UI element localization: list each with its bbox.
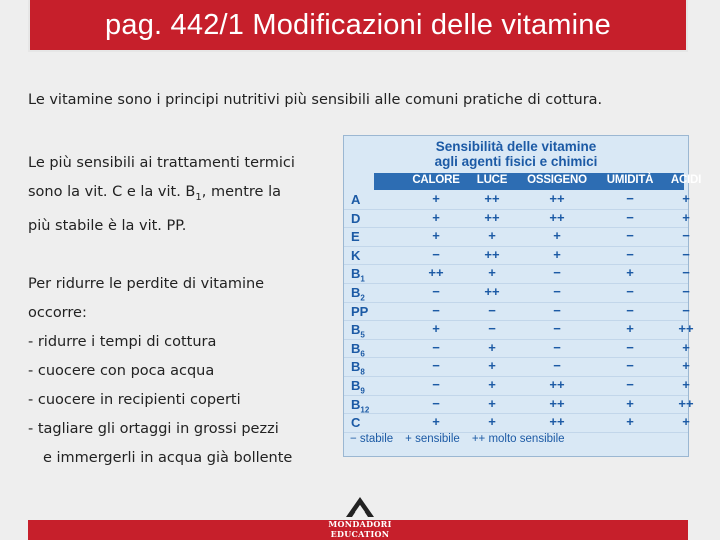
sensitivity-cell: + — [488, 414, 496, 430]
column-header: ACIDI — [670, 174, 702, 186]
page-title: pag. 442/1 Modificazioni delle vitamine — [105, 8, 611, 41]
sensitivity-cell: − — [626, 358, 634, 374]
sensitivity-cell: ++ — [549, 191, 565, 206]
column-header: CALORE — [412, 174, 460, 186]
table-body — [344, 191, 694, 433]
sensitivity-cell: − — [488, 321, 496, 337]
sensitivity-cell: + — [432, 191, 440, 206]
sensitivity-cell: ++ — [428, 265, 444, 281]
sensitivity-cell: − — [432, 376, 440, 392]
intro-text: Le vitamine sono i principi nutritivi più sensibili alle comuni pratiche di cottura. — [28, 92, 603, 108]
table-row — [344, 321, 694, 340]
table-legend — [350, 433, 684, 445]
vitamin-label: $B_{12}$ — [351, 396, 370, 415]
sensitivity-cell: − — [682, 265, 690, 281]
sensitivity-cell: − — [432, 339, 440, 355]
legend-item: ++ molto sensibile — [471, 433, 565, 445]
list-item-continuation: e immergerli in acqua già bollente — [43, 449, 293, 466]
sensitivity-cell: − — [682, 283, 690, 299]
list-item: - tagliare gli ortaggi in grossi pezzi — [28, 420, 279, 437]
text-line: sono la vit. C e la vit. $B_1$, mentre la — [28, 184, 281, 203]
text-line: Per ridurre le perdite di vitamine — [28, 275, 265, 292]
sensitivity-cell: − — [432, 358, 440, 374]
legend-item: + sensibile — [405, 433, 460, 445]
sensitivity-cell: − — [626, 228, 634, 244]
sensitivity-cell: − — [682, 228, 690, 244]
sensitivity-cell: − — [432, 246, 440, 262]
sensitivity-cell: + — [488, 265, 496, 281]
table-row — [344, 358, 688, 377]
sensitivity-cell: ++ — [678, 395, 694, 411]
table-row — [344, 191, 688, 210]
table-row — [344, 228, 688, 247]
sensitivity-cell: ++ — [678, 321, 694, 337]
sensitivity-cell: ++ — [484, 246, 500, 262]
sensitivity-cell: − — [432, 283, 440, 299]
sensitivity-cell: + — [682, 339, 690, 355]
sensitivity-cell: + — [432, 321, 440, 337]
sensitivity-cell: ++ — [549, 414, 565, 430]
sensitivity-cell: − — [432, 302, 440, 318]
sensitivity-cell: + — [488, 395, 496, 411]
sensitivity-cell: − — [682, 302, 690, 318]
column-header: LUCE — [476, 174, 508, 186]
sensitivity-cell: + — [626, 395, 634, 411]
sensitivity-cell: + — [682, 209, 690, 225]
text-line: Le più sensibili ai trattamenti termici — [28, 155, 295, 171]
table-row — [344, 247, 688, 266]
table-row — [344, 210, 688, 229]
sensitivity-cell: + — [432, 228, 440, 244]
sensitivity-cell: − — [488, 302, 496, 318]
sensitivity-cell: − — [553, 265, 561, 281]
sensitivity-cell: + — [626, 321, 634, 337]
table-row — [344, 414, 688, 433]
vitamin-label: $B_1$ — [351, 266, 365, 284]
list-item: - cuocere con poca acqua — [28, 362, 215, 379]
logo-icon — [340, 496, 380, 518]
sensitivity-cell: + — [488, 228, 496, 244]
sensitivity-cell: − — [553, 358, 561, 374]
sensitivity-cell: + — [682, 358, 690, 374]
table-row — [344, 377, 688, 396]
sensitivity-cell: + — [488, 358, 496, 374]
sensitivity-cell: + — [626, 265, 634, 281]
table-title: Sensibilità delle vitamine agli agenti fisici e chimici — [434, 139, 598, 169]
table-row — [344, 303, 688, 322]
sensitivity-cell: − — [553, 302, 561, 318]
sensitivity-cell: − — [553, 283, 561, 299]
publisher-name: MONDADORI EDUCATION — [328, 519, 392, 539]
vitamin-label: C — [351, 415, 361, 431]
list-item: - cuocere in recipienti coperti — [28, 391, 241, 408]
sensitivity-cell: + — [553, 246, 561, 262]
sensitivity-cell: ++ — [484, 209, 500, 225]
sensitivity-cell: − — [553, 339, 561, 355]
sensitivity-cell: ++ — [484, 191, 500, 206]
sensitivity-cell: − — [553, 321, 561, 337]
column-header: OSSIGENO — [527, 174, 587, 186]
vitamin-label: $B_5$ — [351, 322, 365, 340]
sensitivity-cell: − — [626, 283, 634, 299]
table-header — [374, 173, 702, 190]
sensitivity-cell: + — [488, 376, 496, 392]
sensitivity-cell: − — [626, 246, 634, 262]
vitamin-label: D — [351, 210, 361, 226]
text-line: occorre: — [28, 304, 87, 321]
vitamin-label: $B_8$ — [351, 359, 365, 377]
publisher-logo — [300, 496, 420, 540]
sensitivity-cell: ++ — [484, 283, 500, 299]
column-header: UMIDITÀ — [606, 174, 654, 186]
table-row — [344, 340, 688, 359]
vitamin-label: A — [351, 192, 361, 207]
sensitivity-cell: − — [626, 209, 634, 225]
sensitivity-cell: ++ — [549, 395, 565, 411]
sensitivity-cell: + — [432, 209, 440, 225]
table-row — [344, 265, 688, 284]
table-row — [344, 284, 688, 303]
sensitivity-cell: ++ — [549, 376, 565, 392]
sensitivity-cell: + — [553, 228, 561, 244]
text-line: più stabile è la vit. PP. — [28, 217, 187, 234]
sensitivity-cell: − — [626, 376, 634, 392]
sensitivity-cell: + — [626, 414, 634, 430]
sensitivity-cell: + — [432, 414, 440, 430]
vitamin-label: $B_6$ — [351, 340, 365, 359]
legend-item: − stabile — [350, 433, 394, 445]
vitamin-label: K — [351, 247, 361, 263]
title-bar — [28, 0, 688, 52]
sensitivity-cell: + — [682, 414, 690, 430]
vitamin-label: PP — [351, 303, 369, 319]
vitamin-label: $B_9$ — [351, 377, 365, 396]
sensitivity-cell: ++ — [549, 209, 565, 225]
sensitivity-cell: − — [626, 191, 634, 206]
vitamin-label: $B_2$ — [351, 284, 365, 303]
sensitivity-cell: + — [682, 191, 690, 206]
table-row — [344, 395, 694, 415]
sensitivity-cell: + — [488, 339, 496, 355]
sensitivity-cell: + — [682, 376, 690, 392]
vitamin-sensitivity-table — [343, 135, 702, 457]
left-column — [28, 149, 338, 473]
sensitivity-cell: − — [682, 246, 690, 262]
sensitivity-cell: − — [626, 302, 634, 318]
list-item: - ridurre i tempi di cottura — [28, 333, 217, 350]
sensitivity-cell: − — [432, 395, 440, 411]
vitamin-label: E — [351, 229, 360, 245]
sensitivity-cell: − — [626, 339, 634, 355]
